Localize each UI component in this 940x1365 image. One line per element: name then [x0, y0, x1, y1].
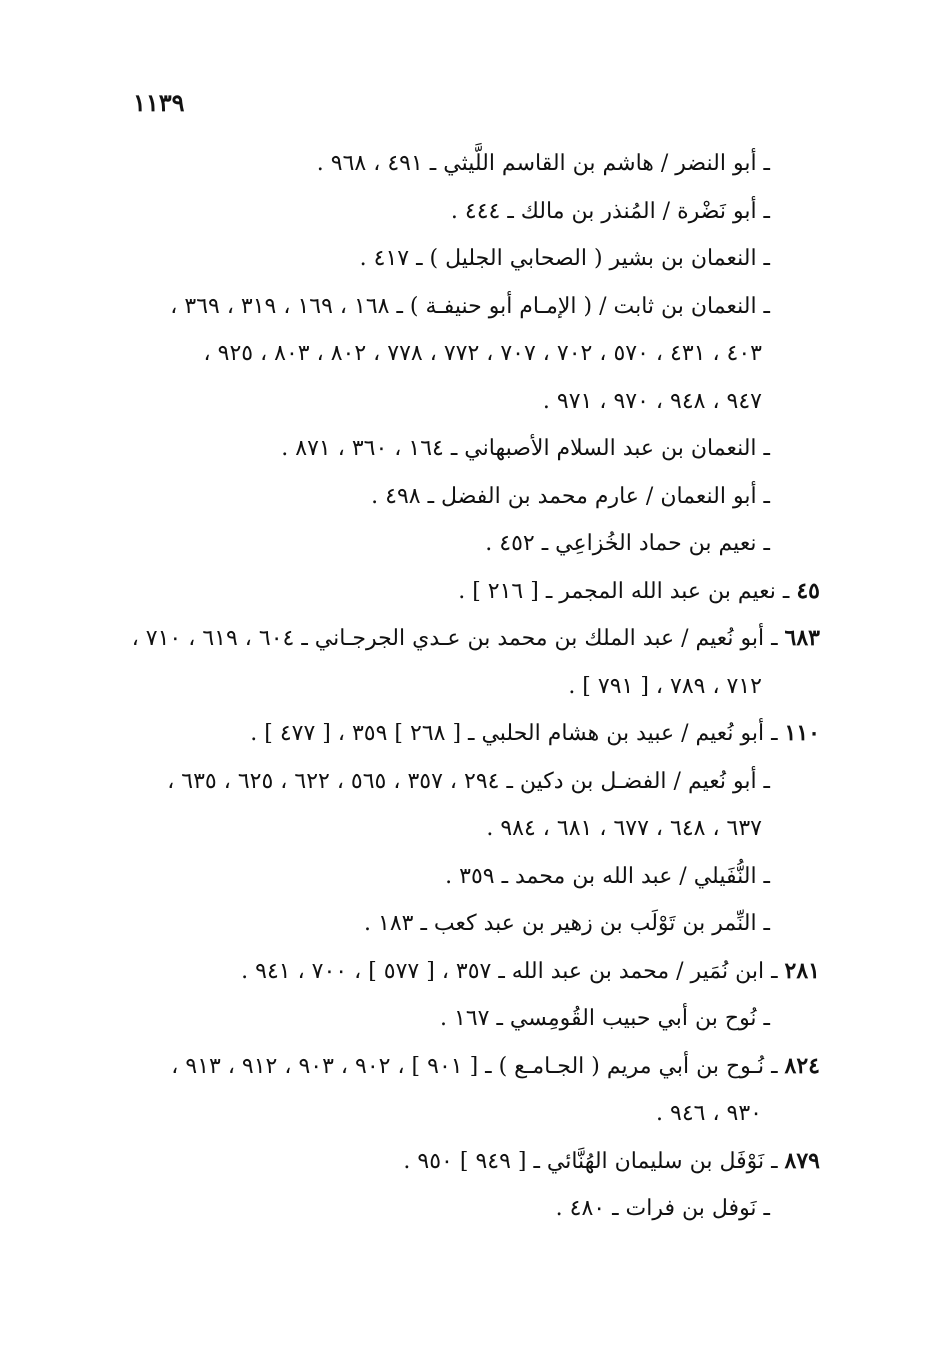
- entry-line: ـ النعمان بن عبد السلام الأصبهاني ـ ١٦٤ ، ٣٦٠ ، ٨٧١ .: [281, 436, 770, 461]
- entry-continuation: ٦٣٧ ، ٦٤٨ ، ٦٧٧ ، ٦٨١ ، ٩٨٤ .: [486, 816, 762, 841]
- entry-number: ٨٧٩: [784, 1147, 820, 1174]
- entry-line: ـ أبو النعمان / عارم محمد بن الفضل ـ ٤٩٨ .: [371, 483, 770, 509]
- index-entry: [120, 900, 820, 948]
- index-entry: [120, 283, 820, 426]
- entry-line: ـ النعمان بن بشير ( الصحابي الجليل ) ـ ٤١٧ .: [359, 246, 770, 271]
- entry-line: ـ أبو النضر / هاشم بن القاسم اللَّيثي ـ ٤٩١ ، ٩٦٨ .: [316, 151, 770, 176]
- entry-line: ـ أبو نُعيم / الفضـل بن دكين ـ ٢٩٤ ، ٣٥٧ ، ٥٦٥ ، ٦٢٢ ، ٦٢٥ ، ٦٣٥ ،: [167, 768, 770, 794]
- index-entry: [120, 995, 820, 1043]
- entry-line: ـ النُّفَيلي / عبد الله بن محمد ـ ٣٥٩ .: [445, 863, 770, 889]
- index-entry: [120, 235, 820, 283]
- entry-line: ـ نُوح بن أبي حبيب القُومِسي ـ ١٦٧ .: [440, 1006, 770, 1031]
- index-entry: [120, 710, 820, 758]
- entry-line: ـ أبو نُعيم / عبيد بن هشام الحلبي ـ [ ٢٦٨ ] ٣٥٩ ، [ ٤٧٧ ] .: [250, 721, 778, 746]
- index-entry: [120, 140, 820, 188]
- index-entry: [120, 1043, 820, 1138]
- index-entry: [120, 1185, 820, 1233]
- index-entry: [120, 948, 820, 996]
- index-entry: [120, 1138, 820, 1186]
- index-entry: [120, 473, 820, 521]
- entry-number: ٦٨٣: [784, 625, 820, 651]
- entry-line: ـ نَوْفَل بن سليمان الهُنَّائي ـ [ ٩٤٩ ] ٩٥٠ .: [403, 1148, 778, 1174]
- index-entry: [120, 520, 820, 568]
- entry-number: ٤٥: [796, 577, 820, 604]
- entry-continuation: ٩٤٧ ، ٩٤٨ ، ٩٧٠ ، ٩٧١ .: [542, 388, 762, 414]
- page-number: ١١٣٩: [133, 88, 185, 117]
- entry-line: ـ النِّمر بن تَوْلَب بن زهير بن عبد كعب ـ ١٨٣ .: [364, 911, 770, 936]
- index-list: [120, 140, 820, 1233]
- index-entry: [120, 758, 820, 853]
- entry-line: ـ نعيم بن عبد الله المجمر ـ [ ٢١٦ ] .: [458, 578, 790, 604]
- entry-number: ١١٠: [784, 720, 820, 746]
- entry-continuation: ٧١٢ ، ٧٨٩ ، [ ٧٩١ ] .: [568, 673, 762, 699]
- entry-line: ـ نُـوح بن أبي مريم ( الجـامـع ) ـ [ ٩٠١ ] ، ٩٠٢ ، ٩٠٣ ، ٩١٢ ، ٩١٣ ،: [171, 1053, 778, 1079]
- entry-line: ـ أبو نَضْرة / المُنذر بن مالك ـ ٤٤٤ .: [450, 198, 770, 224]
- entry-line: ـ النعمان بن ثابت / ( الإمـام أبو حنيفـة ) ـ ١٦٨ ، ١٦٩ ، ٣١٩ ، ٣٦٩ ،: [170, 293, 770, 319]
- index-entry: [120, 188, 820, 236]
- index-entry: [120, 425, 820, 473]
- entry-line: ـ نَوفل بن فرات ـ ٤٨٠ .: [555, 1196, 770, 1221]
- entry-line: ـ ابن نُمَير / محمد بن عبد الله ـ ٣٥٧ ، [ ٥٧٧ ] ، ٧٠٠ ، ٩٤١ .: [241, 958, 778, 984]
- entry-continuation: ٤٠٣ ، ٤٣١ ، ٥٧٠ ، ٧٠٢ ، ٧٠٧ ، ٧٧٢ ، ٧٧٨ ، ٨٠٢ ، ٨٠٣ ، ٩٢٥ ،: [203, 341, 762, 366]
- index-entry: [120, 568, 820, 616]
- entry-number: ٨٢٤: [784, 1052, 820, 1079]
- index-entry: [120, 853, 820, 901]
- entry-continuation: ٩٣٠ ، ٩٤٦ .: [656, 1101, 762, 1126]
- entry-line: ـ نعيم بن حماد الخُزاعِي ـ ٤٥٢ .: [485, 531, 770, 556]
- entry-number: ٢٨١: [784, 957, 820, 984]
- index-entry: [120, 615, 820, 710]
- entry-line: ـ أبو نُعيم / عبد الملك بن محمد بن عـدي الجرجـاني ـ ٦٠٤ ، ٦١٩ ، ٧١٠ ،: [131, 626, 778, 651]
